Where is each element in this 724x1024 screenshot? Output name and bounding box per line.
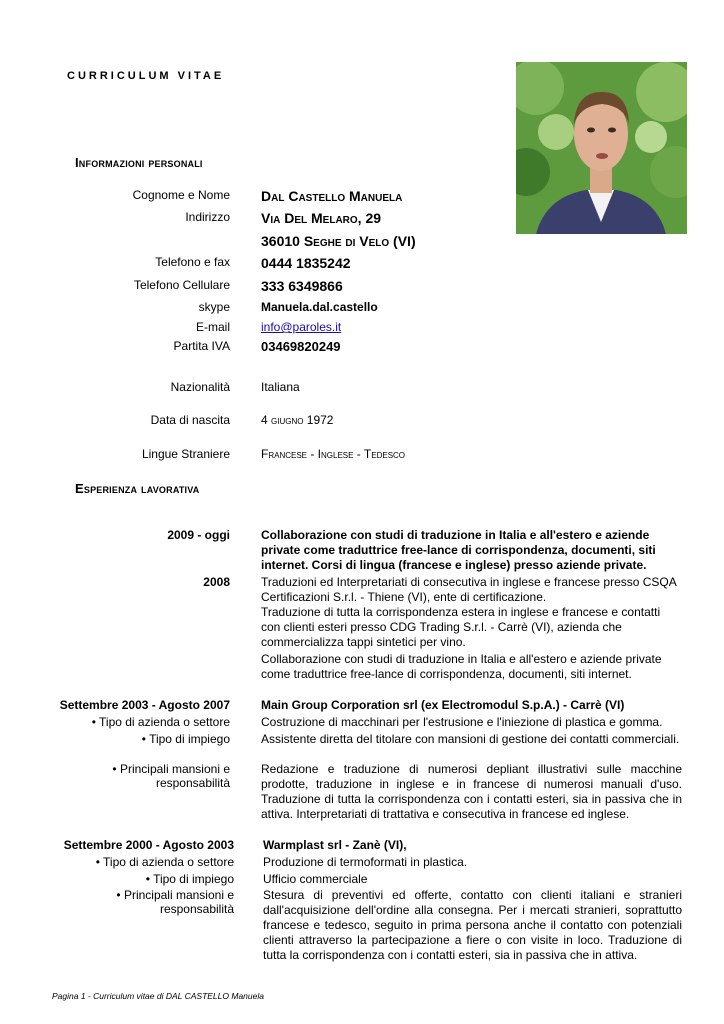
vat-value: 03469820249 (261, 339, 341, 354)
mobile-label: Telefono Cellulare (133, 278, 230, 292)
address-line1: Via Del Melaro, 29 (261, 210, 382, 226)
phone-value: 0444 1835242 (261, 255, 351, 271)
address-line2: 36010 Seghe di Velo (VI) (261, 233, 416, 249)
job3-duties-value: Redazione e traduzione di numerosi depliant illustrativi sulle macchine prodotte, traduzione in inglese e in francese di numerosi manuali d'uso. Traduzione di tutta la corrispondenza con i contatti esteri, sia in passiva che in attiva. Interpretariati di trattativa e consecutiva in francese ed inglese. (261, 762, 682, 821)
nationality-label: Nazionalità (170, 380, 230, 394)
vat-label: Partita IVA (173, 339, 230, 353)
email-link[interactable]: info@paroles.it (261, 320, 342, 334)
section-personal-info: Informazioni personali (75, 155, 203, 170)
job1-description: Collaborazione con studi di traduzione in Italia e all'estero e aziende private come traduttrice free-lance di corrispondenza, documenti, siti internet. Corsi di lingua (francese e inglese) presso aziende private. (261, 528, 656, 572)
section-experience: Esperienza lavorativa (75, 481, 200, 496)
email-label: E-mail (195, 320, 230, 334)
skype-value: Manuela.dal.castello (261, 300, 378, 314)
name-label: Cognome e Nome (132, 188, 230, 202)
job4-company: Warmplast srl - Zanè (VI), (263, 838, 407, 852)
nationality-value: Italiana (261, 380, 300, 394)
page-footer: Pagina 1 - Curriculum vitae di DAL CASTELLO Manuela (52, 991, 264, 1001)
birth-value: 4 giugno 1972 (261, 413, 334, 427)
job3-duties-label: • Principali mansioni e responsabilità (112, 762, 230, 790)
job4-role-label: • Tipo di impiego (145, 872, 234, 886)
job2-period: 2008 (203, 575, 230, 589)
job3-type-value: Costruzione di macchinari per l'estrusione e l'iniezione di plastica e gomma. (261, 715, 663, 729)
phone-label: Telefono e fax (155, 255, 230, 269)
mobile-value: 333 6349866 (261, 278, 343, 294)
job3-role-label: • Tipo di impiego (141, 732, 230, 746)
job4-type-value: Produzione di termoformati in plastica. (263, 855, 468, 869)
languages-label: Lingue Straniere (141, 447, 230, 461)
address-label: Indirizzo (185, 210, 230, 224)
job3-role-value: Assistente diretta del titolare con mansioni di gestione dei contatti commerciali. (261, 732, 680, 746)
job2-description-3: Collaborazione con studi di traduzione in Italia e all'estero e aziende private come traduttrice free-lance di corrispondenza, documenti, siti internet. (261, 652, 662, 681)
job3-type-label: • Tipo di azienda o settore (91, 715, 230, 729)
document-title: CURRICULUM VITAE (67, 70, 225, 82)
skype-label: skype (198, 300, 230, 314)
name-value: Dal Castello Manuela (261, 188, 403, 204)
job1-period: 2009 - oggi (167, 528, 230, 542)
portrait-image (516, 62, 687, 234)
job2-description-2: Traduzione di tutta la corrispondenza estera in inglese e francese e contatti con clienti esteri presso CDG Trading S.r.l. - Carrè (VI), azienda che commercializza tappi sintetici per vino. (261, 605, 661, 649)
job3-company: Main Group Corporation srl (ex Electromodul S.p.A.) - Carrè (VI) (261, 698, 625, 712)
birth-label: Data di nascita (150, 413, 230, 427)
job4-duties-value: Stesura di preventivi ed offerte, contatto con clienti italiani e stranieri dall'acquisizione dell'ordine alla consegna. Per i mercati stranieri, soprattutto francese e tedesco, seguito in prima persona anche il contatto con potenziali clienti attraverso la partecipazione a fiere o con visite in loco. Traduzione di tutta la corrispondenza con i contatti esteri, sia in passiva che in attiva. (263, 888, 682, 962)
profile-photo (516, 62, 687, 234)
job2-description-1: Traduzioni ed Interpretariati di consecutiva in inglese e francese presso CSQA Certificazioni S.r.l. - Thiene (VI), ente di certificazione. (261, 575, 677, 604)
job4-role-value: Ufficio commerciale (263, 872, 368, 886)
job4-duties-label: • Principali mansioni e responsabilità (116, 888, 234, 916)
job3-period: Settembre 2003 - Agosto 2007 (59, 698, 230, 712)
job4-type-label: • Tipo di azienda o settore (95, 855, 234, 869)
languages-value: Francese - Inglese - Tedesco (261, 447, 406, 461)
job4-period: Settembre 2000 - Agosto 2003 (63, 838, 234, 852)
